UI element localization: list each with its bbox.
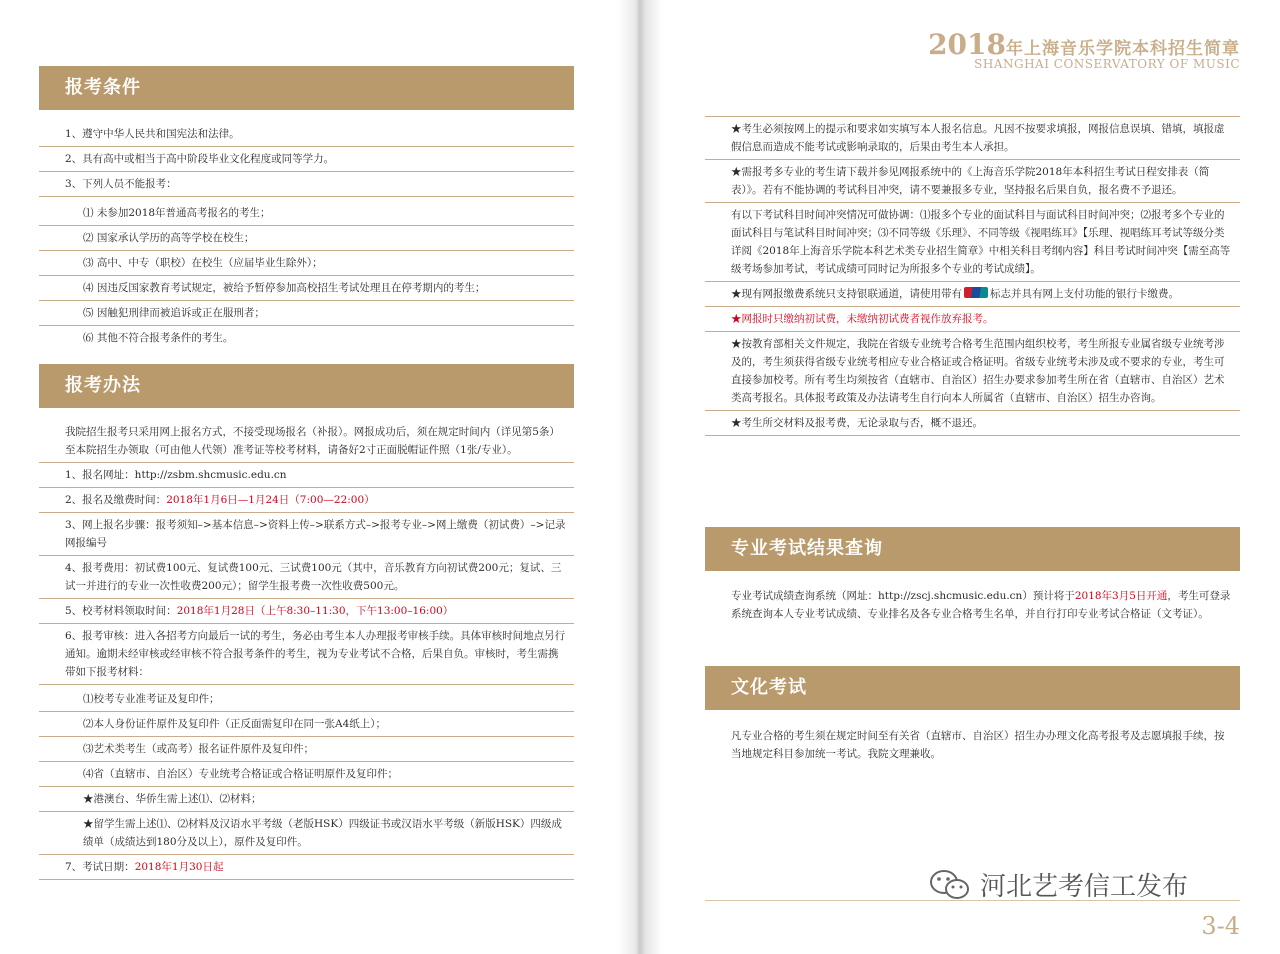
- watermark-text: 河北艺考信工发布: [980, 872, 1189, 902]
- list-item: 3、下列人员不能报考：: [39, 172, 574, 197]
- method-list: [39, 420, 574, 880]
- note-item: ★按教育部相关文件规定，我院在省级专业统考合格考生范围内组织校考，考生所报专业属省级专业统考涉及的，考生须获得省级专业统考相应专业合格证或合格证明。省级专业统考未涉及或不要求的专业，考生可直接参加校考。所有考生均须按省（直辖市、自治区）招生办要求参加考生所在省（直辖市、自治区）艺术类高考报名。具体报考政策及办法请考生自行向本人所属省（直辖市、自治区）招生办咨询。: [705, 332, 1240, 411]
- list-item: ⑵ 国家承认学历的高等学校在校生；: [39, 226, 574, 251]
- wechat-icon: [928, 868, 972, 902]
- note-item: ★现有网报缴费系统只支持银联通道，请使用带有 标志并具有网上支付功能的银行卡缴费。: [705, 282, 1240, 307]
- header-subtitle: SHANGHAI CONSERVATORY OF MUSIC: [974, 57, 1240, 71]
- list-item: 2、报名及缴费时间：2018年1月6日—1月24日（7:00—22:00）: [39, 488, 574, 513]
- right-page: [640, 0, 1280, 954]
- note-item: ★需报考多专业的考生请下载并参见网报系统中的《上海音乐学院2018年本科招生考试日程安排表（简表）》。若有不能协调的考试科目冲突，请不要兼报多专业，坚持报名后果自负，报名费不予退还。: [705, 160, 1240, 203]
- list-item: ⑹ 其他不符合报考条件的考生。: [83, 332, 234, 344]
- note-item: 有以下考试科目时间冲突情况可做协调：⑴报多个专业的面试科目与面试科目时间冲突；⑵报考多个专业的面试科目与笔试科目时间冲突；⑶不同等级《乐理》、不同等级《视唱练耳》【乐理、视唱练耳考试等级分类详阅《2018年上海音乐学院本科艺术类专业招生简章》中相关科目考纲内容】科目考试时间冲突【需至高等级考场参加考试，考试成绩可同时记为所报多个专业的考试成绩】。: [705, 203, 1240, 282]
- list-item: ⑷ 因违反国家教育考试规定，被给予暂停参加高校招生考试处理且在停考期内的考生；: [39, 276, 574, 301]
- list-item: 4、报考费用：初试费100元、复试费100元、三试费100元（其中，音乐教育方向初试费200元；复试、三试一并进行的专业一次性收费200元）；留学生报考费一次性收费500元。: [39, 556, 574, 599]
- list-item: ⑴ 未参加2018年普通高考报名的考生；: [39, 201, 574, 226]
- results-paragraph: 专业考试成绩查询系统（网址：http://zscj.shcmusic.edu.cn）预计将于2018年3月5日开通，考生可登录系统查询本人专业考试成绩、专业排名及各专业合格考生名单，并自行打印专业考试合格证（文考证）。: [731, 590, 1231, 620]
- section-title-culture-exam: 文化考试: [705, 666, 1240, 710]
- list-item: ⑶艺术类考生（或高考）报名证件原件及复印件；: [39, 737, 574, 762]
- section-title-eligibility: 报考条件: [39, 66, 574, 110]
- list-item: ⑶ 高中、中专（职校）在校生（应届毕业生除外）；: [39, 251, 574, 276]
- list-item: ⑴校考专业准考证及复印件；: [39, 687, 574, 712]
- watermark: [928, 866, 1188, 903]
- list-item: ★留学生需上述⑴、⑵材料及汉语水平考级（老版HSK）四级证书或汉语水平考级（新版HSK）四级成绩单（成绩达到180分及以上），原件及复印件。: [39, 812, 574, 855]
- list-item: ⑸ 因触犯刑律而被追诉或正在服刑者；: [39, 301, 574, 326]
- header-year: 2018: [928, 28, 1006, 61]
- note-item: ★考生必须按网上的提示和要求如实填写本人报名信息。凡因不按要求填报，网报信息误填、错填，填报虚假信息而造成不能考试或影响录取的，后果由考生本人承担。: [705, 117, 1240, 160]
- page-header: [928, 28, 1240, 71]
- intro-paragraph: 我院招生报考只采用网上报名方式，不接受现场报名（补报）。网报成功后，须在规定时间内（详见第5条）至本院招生办领取（可由他人代领）准考证等校考材料，请备好2寸正面脱帽证件照（1张/专业）。: [39, 420, 574, 463]
- list-item: ⑷省（直辖市、自治区）专业统考合格证或合格证明原件及复印件；: [39, 762, 574, 787]
- notes-list: [705, 116, 1240, 436]
- highlight-text: 2018年1月6日—1月24日（7:00—22:00）: [166, 494, 375, 506]
- list-item: 2、具有高中或相当于高中阶段毕业文化程度或同等学力。: [39, 147, 574, 172]
- section-title-results: 专业考试结果查询: [705, 527, 1240, 571]
- unionpay-icon: [964, 287, 988, 298]
- highlight-text: 2018年1月30日起: [134, 861, 224, 873]
- header-title: 年上海音乐学院本科招生简章: [1006, 39, 1240, 59]
- list-item: 7、考试日期：2018年1月30日起: [39, 855, 574, 880]
- list-item: 6、报考审核：进入各招考方向最后一试的考生，务必由考生本人办理报考审核手续。具体审核时间地点另行通知。逾期未经审核或经审核不符合报考条件的考生，视为专业考试不合格，后果自负。审核时，考生需携带如下报考材料：: [39, 624, 574, 685]
- section-title-method: 报考办法: [39, 364, 574, 408]
- list-item: 1、遵守中华人民共和国宪法和法律。: [39, 122, 574, 147]
- list-item: ★港澳台、华侨生需上述⑴、⑵材料；: [39, 787, 574, 812]
- note-item: ★网报时只缴纳初试费，未缴纳初试费者视作放弃报考。: [705, 307, 1240, 332]
- list-item: 3、网上报名步骤：报考须知–>基本信息–>资料上传–>联系方式–>报考专业–>网上缴费（初试费）–>记录网报编号: [39, 513, 574, 556]
- highlight-text: 2018年1月28日（上午8:30–11:30，下午13:00–16:00）: [176, 605, 454, 617]
- list-item: 5、校考材料领取时间：2018年1月28日（上午8:30–11:30，下午13:00–16:00）: [39, 599, 574, 624]
- culture-exam-paragraph: 凡专业合格的考生须在规定时间至有关省（直辖市、自治区）招生办办理文化高考报考及志愿填报手续，按当地规定科目参加统一考试。我院文理兼收。: [731, 730, 1225, 760]
- note-item: ★考生所交材料及报考费，无论录取与否，概不退还。: [705, 411, 1240, 436]
- list-item: 1、报名网址：http://zsbm.shcmusic.edu.cn: [39, 463, 574, 488]
- highlight-text: 2018年3月5日开通: [1074, 590, 1168, 602]
- list-item: ⑵本人身份证件原件及复印件（正反面需复印在同一张A4纸上）；: [39, 712, 574, 737]
- page-number: 3-4: [1201, 912, 1240, 940]
- eligibility-list: [39, 122, 574, 350]
